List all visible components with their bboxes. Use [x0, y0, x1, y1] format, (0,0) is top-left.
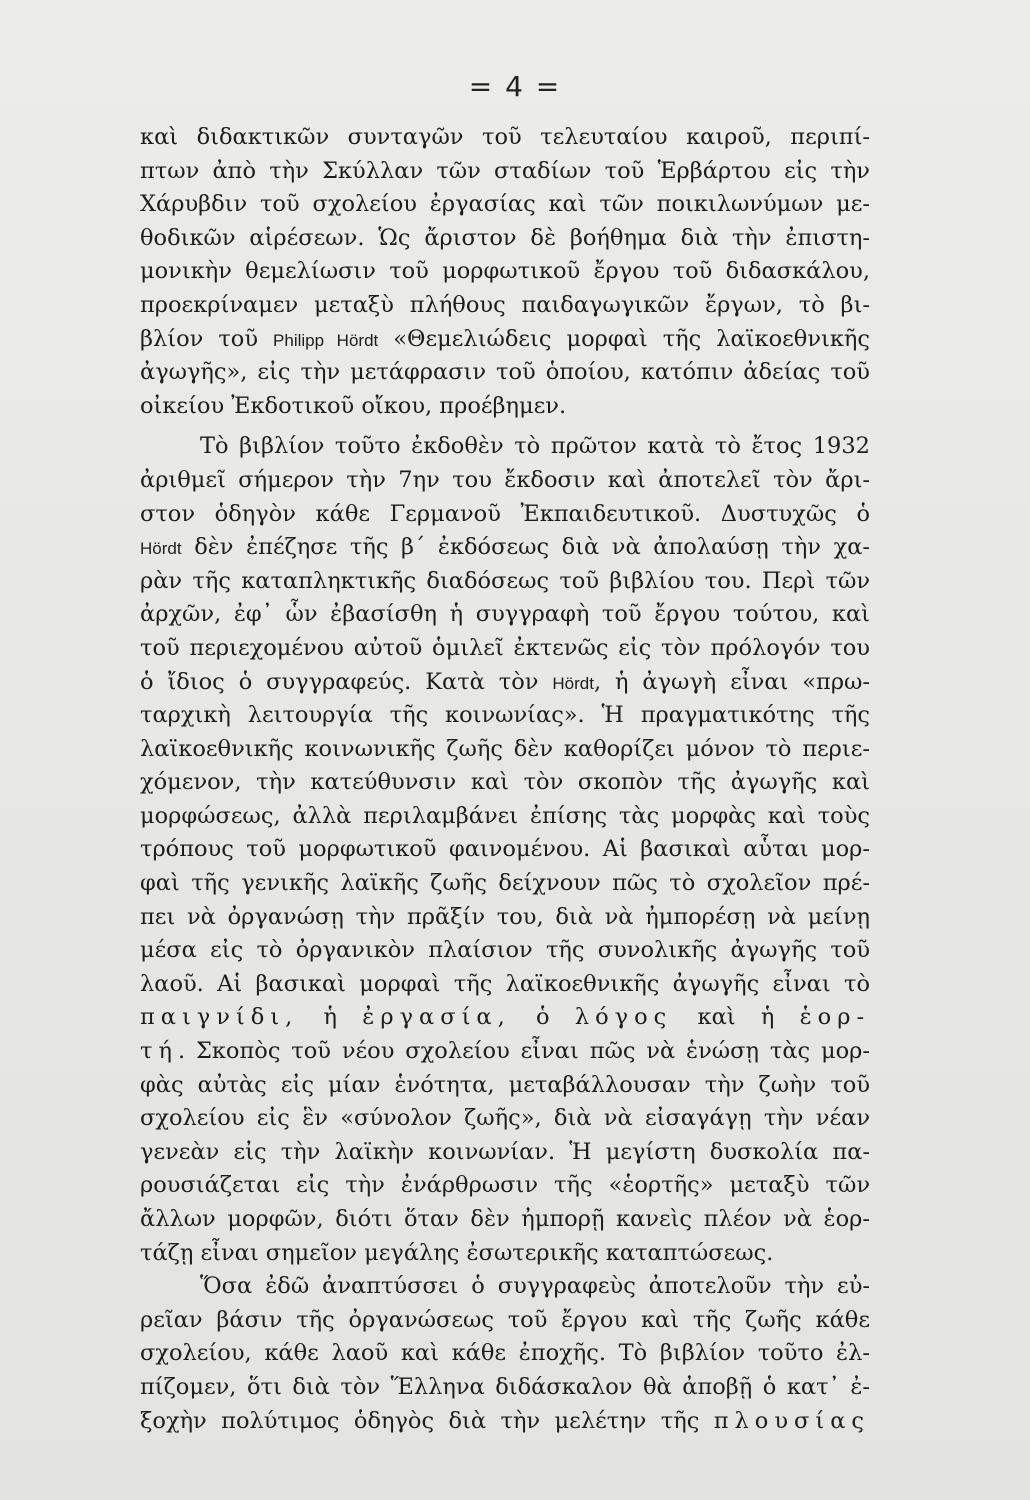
text-line: σχολείου εἰς ἓν «σύνολον ζωῆς», διὰ νὰ εἰσαγάγῃ τὴν νέαν: [140, 1105, 870, 1132]
text-line: γενεὰν εἰς τὴν λαϊκὴν κοινωνίαν. Ἡ μεγίστη δυσκολία πα-: [140, 1138, 870, 1165]
text-line: θοδικῶν αἱρέσεων. Ὡς ἄριστον δὲ βοήθημα διὰ τὴν ἐπιστη-: [140, 224, 870, 251]
page-number: = 4 =: [468, 70, 562, 103]
text-line: ρὰν τῆς καταπληκτικῆς διαδόσεως τοῦ βιβλίου του. Περὶ τῶν: [140, 567, 870, 594]
text-fragment: δὲν ἐπέζησε τῆς β΄ ἐκδόσεως διὰ νὰ ἀπολαύσῃ τὴν χα-: [194, 534, 871, 561]
author-name: Philipp Hördt: [273, 330, 379, 350]
text-fragment: ὁ: [536, 1004, 550, 1031]
text-line: ρουσιάζεται εἰς τὴν ἐνάρθρωσιν τῆς «ἑορτῆς» μεταξὺ τῶν: [140, 1172, 870, 1199]
text-fragment: ἡ: [323, 1004, 338, 1031]
text-line: [140, 1405, 870, 1439]
author-name: Hördt: [140, 539, 182, 559]
spaced-word: ἐργασία,: [362, 1004, 511, 1031]
text-line: τρόπους τοῦ μορφωτικοῦ φαινομένου. Αἱ βασικαὶ αὗται μορ-: [140, 836, 870, 863]
text-fragment: , ἡ ἀγωγὴ εἶναι «πρω-: [593, 668, 870, 695]
text-line: [140, 1035, 870, 1069]
text-line: χόμενον, τὴν κατεύθυνσιν καὶ τὸν σκοπὸν τῆς ἀγωγῆς καὶ: [140, 769, 870, 796]
spaced-word: λόγος: [574, 1004, 673, 1031]
text-line: Χάρυβδιν τοῦ σχολείου ἐργασίας καὶ τῶν ποικιλωνύμων με-: [140, 191, 870, 218]
text-line: ρεῖαν βάσιν τῆς ὀργανώσεως τοῦ ἔργου καὶ τῆς ζωῆς κάθε: [140, 1306, 870, 1333]
text-line: [140, 1001, 870, 1035]
text-line: λαοῦ. Αἱ βασικαὶ μορφαὶ τῆς λαϊκοεθνικῆς ἀγωγῆς εἶναι τὸ: [140, 970, 870, 997]
spaced-word: παιγνίδι,: [140, 1004, 299, 1031]
text-line: καὶ διδακτικῶν συνταγῶν τοῦ τελευταίου καιροῦ, περιπί-: [140, 124, 870, 150]
text-fragment: ὁ ἴδιος ὁ συγγραφεύς. Κατὰ τὸν: [140, 668, 539, 695]
author-name: Hördt: [552, 673, 594, 693]
text-line: [140, 666, 870, 700]
text-fragment: «Θεμελιώδεις μορφαὶ τῆς λαϊκοεθνικῆς: [393, 325, 870, 352]
text-line: ἀριθμεῖ σήμερον τὴν 7ην του ἔκδοσιν καὶ ἀποτελεῖ τὸν ἄρι-: [140, 466, 870, 493]
text-line: φὰς αὐτὰς εἰς μίαν ἑνότητα, μεταβάλλουσαν τὴν ζωὴν τοῦ: [140, 1071, 870, 1098]
text-fragment: ξοχὴν πολύτιμος ὁδηγὸς διὰ τὴν μελέτην τῆς: [140, 1407, 700, 1434]
spaced-word: πλουσίας: [713, 1407, 870, 1434]
text-line: προεκρίναμεν μεταξὺ πλήθους παιδαγωγικῶν ἔργων, τὸ βι-: [140, 291, 870, 318]
text-line: μορφώσεως, ἀλλὰ περιλαμβάνει ἐπίσης τὰς μορφὰς καὶ τοὺς: [140, 802, 870, 829]
spaced-word: ἑορ-: [799, 1004, 871, 1031]
text-line: μέσα εἰς τὸ ὀργανικὸν πλαίσιον τῆς συνολικῆς ἀγωγῆς τοῦ: [140, 937, 870, 964]
text-fragment: . Σκοπὸς τοῦ νέου σχολείου εἶναι πῶς νὰ ἑνώσῃ τὰς μορ-: [177, 1038, 870, 1065]
text-line: τοῦ περιεχομένου αὐτοῦ ὁμιλεῖ ἐκτενῶς εἰς τὸν πρόλογόν του: [140, 634, 870, 661]
text-line: φαὶ τῆς γενικῆς λαϊκῆς ζωῆς δείχνουν πῶς τὸ σχολεῖον πρέ-: [140, 870, 870, 897]
paragraph-3: [140, 1270, 870, 1438]
text-line: [140, 531, 870, 565]
text-line: πίζομεν, ὅτι διὰ τὸν Ἕλληνα διδάσκαλον θὰ ἀποβῇ ὁ κατ᾽ ἐ-: [140, 1373, 870, 1400]
text-line: τάζῃ εἶναι σημεῖον μεγάλης ἐσωτερικῆς καταπτώσεως.: [140, 1239, 774, 1266]
text-line: λαϊκοεθνικῆς κοινωνικῆς ζωῆς δὲν καθορίζει μόνον τὸ περιε-: [140, 735, 870, 762]
text-fragment: βλίον τοῦ: [140, 325, 259, 352]
text-line: στον ὁδηγὸν κάθε Γερμανοῦ Ἐκπαιδευτικοῦ. Δυστυχῶς ὁ: [140, 500, 870, 527]
text-line: σχολείου, κάθε λαοῦ καὶ κάθε ἐποχῆς. Τὸ βιβλίον τοῦτο ἐλ-: [140, 1340, 870, 1367]
text-line: Τὸ βιβλίον τοῦτο ἐκδοθὲν τὸ πρῶτον κατὰ τὸ ἔτος 1932: [200, 433, 870, 460]
paragraph-2: [140, 430, 870, 1270]
text-line: πτων ἀπὸ τὴν Σκύλλαν τῶν σταδίων τοῦ Ἑρβάρτου εἰς τὴν: [140, 157, 870, 184]
spaced-word: τή: [140, 1038, 178, 1065]
text-line: ἄλλων μορφῶν, διότι ὅταν δὲν ἠμπορῇ κανεὶς πλέον νὰ ἑορ-: [140, 1206, 870, 1232]
text-line: ἀρχῶν, ἐφ᾽ ὧν ἐβασίσθη ἡ συγγραφὴ τοῦ ἔργου τούτου, καὶ: [140, 601, 870, 628]
text-line: Ὅσα ἐδῶ ἀναπτύσσει ὁ συγγραφεὺς ἀποτελοῦν τὴν εὐ-: [200, 1273, 870, 1300]
text-line: μονικὴν θεμελίωσιν τοῦ μορφωτικοῦ ἔργου τοῦ διδασκάλου,: [140, 258, 870, 285]
body-text: [140, 121, 870, 1438]
text-line: πει νὰ ὀργανώσῃ τὴν πρᾶξίν του, διὰ νὰ ἠμπορέσῃ νὰ μείνῃ: [140, 903, 870, 930]
text-line: ἀγωγῆς», εἰς τὴν μετάφρασιν τοῦ ὁποίου, κατόπιν ἀδείας τοῦ: [140, 359, 870, 386]
text-line: οἰκείου Ἐκδοτικοῦ οἴκου, προέβημεν.: [140, 392, 567, 419]
text-fragment: καὶ ἡ: [697, 1004, 775, 1031]
text-line: [140, 323, 870, 357]
text-line: ταρχικὴ λειτουργία τῆς κοινωνίας». Ἡ πραγματικότης τῆς: [140, 702, 870, 729]
paragraph-1: [140, 121, 870, 423]
